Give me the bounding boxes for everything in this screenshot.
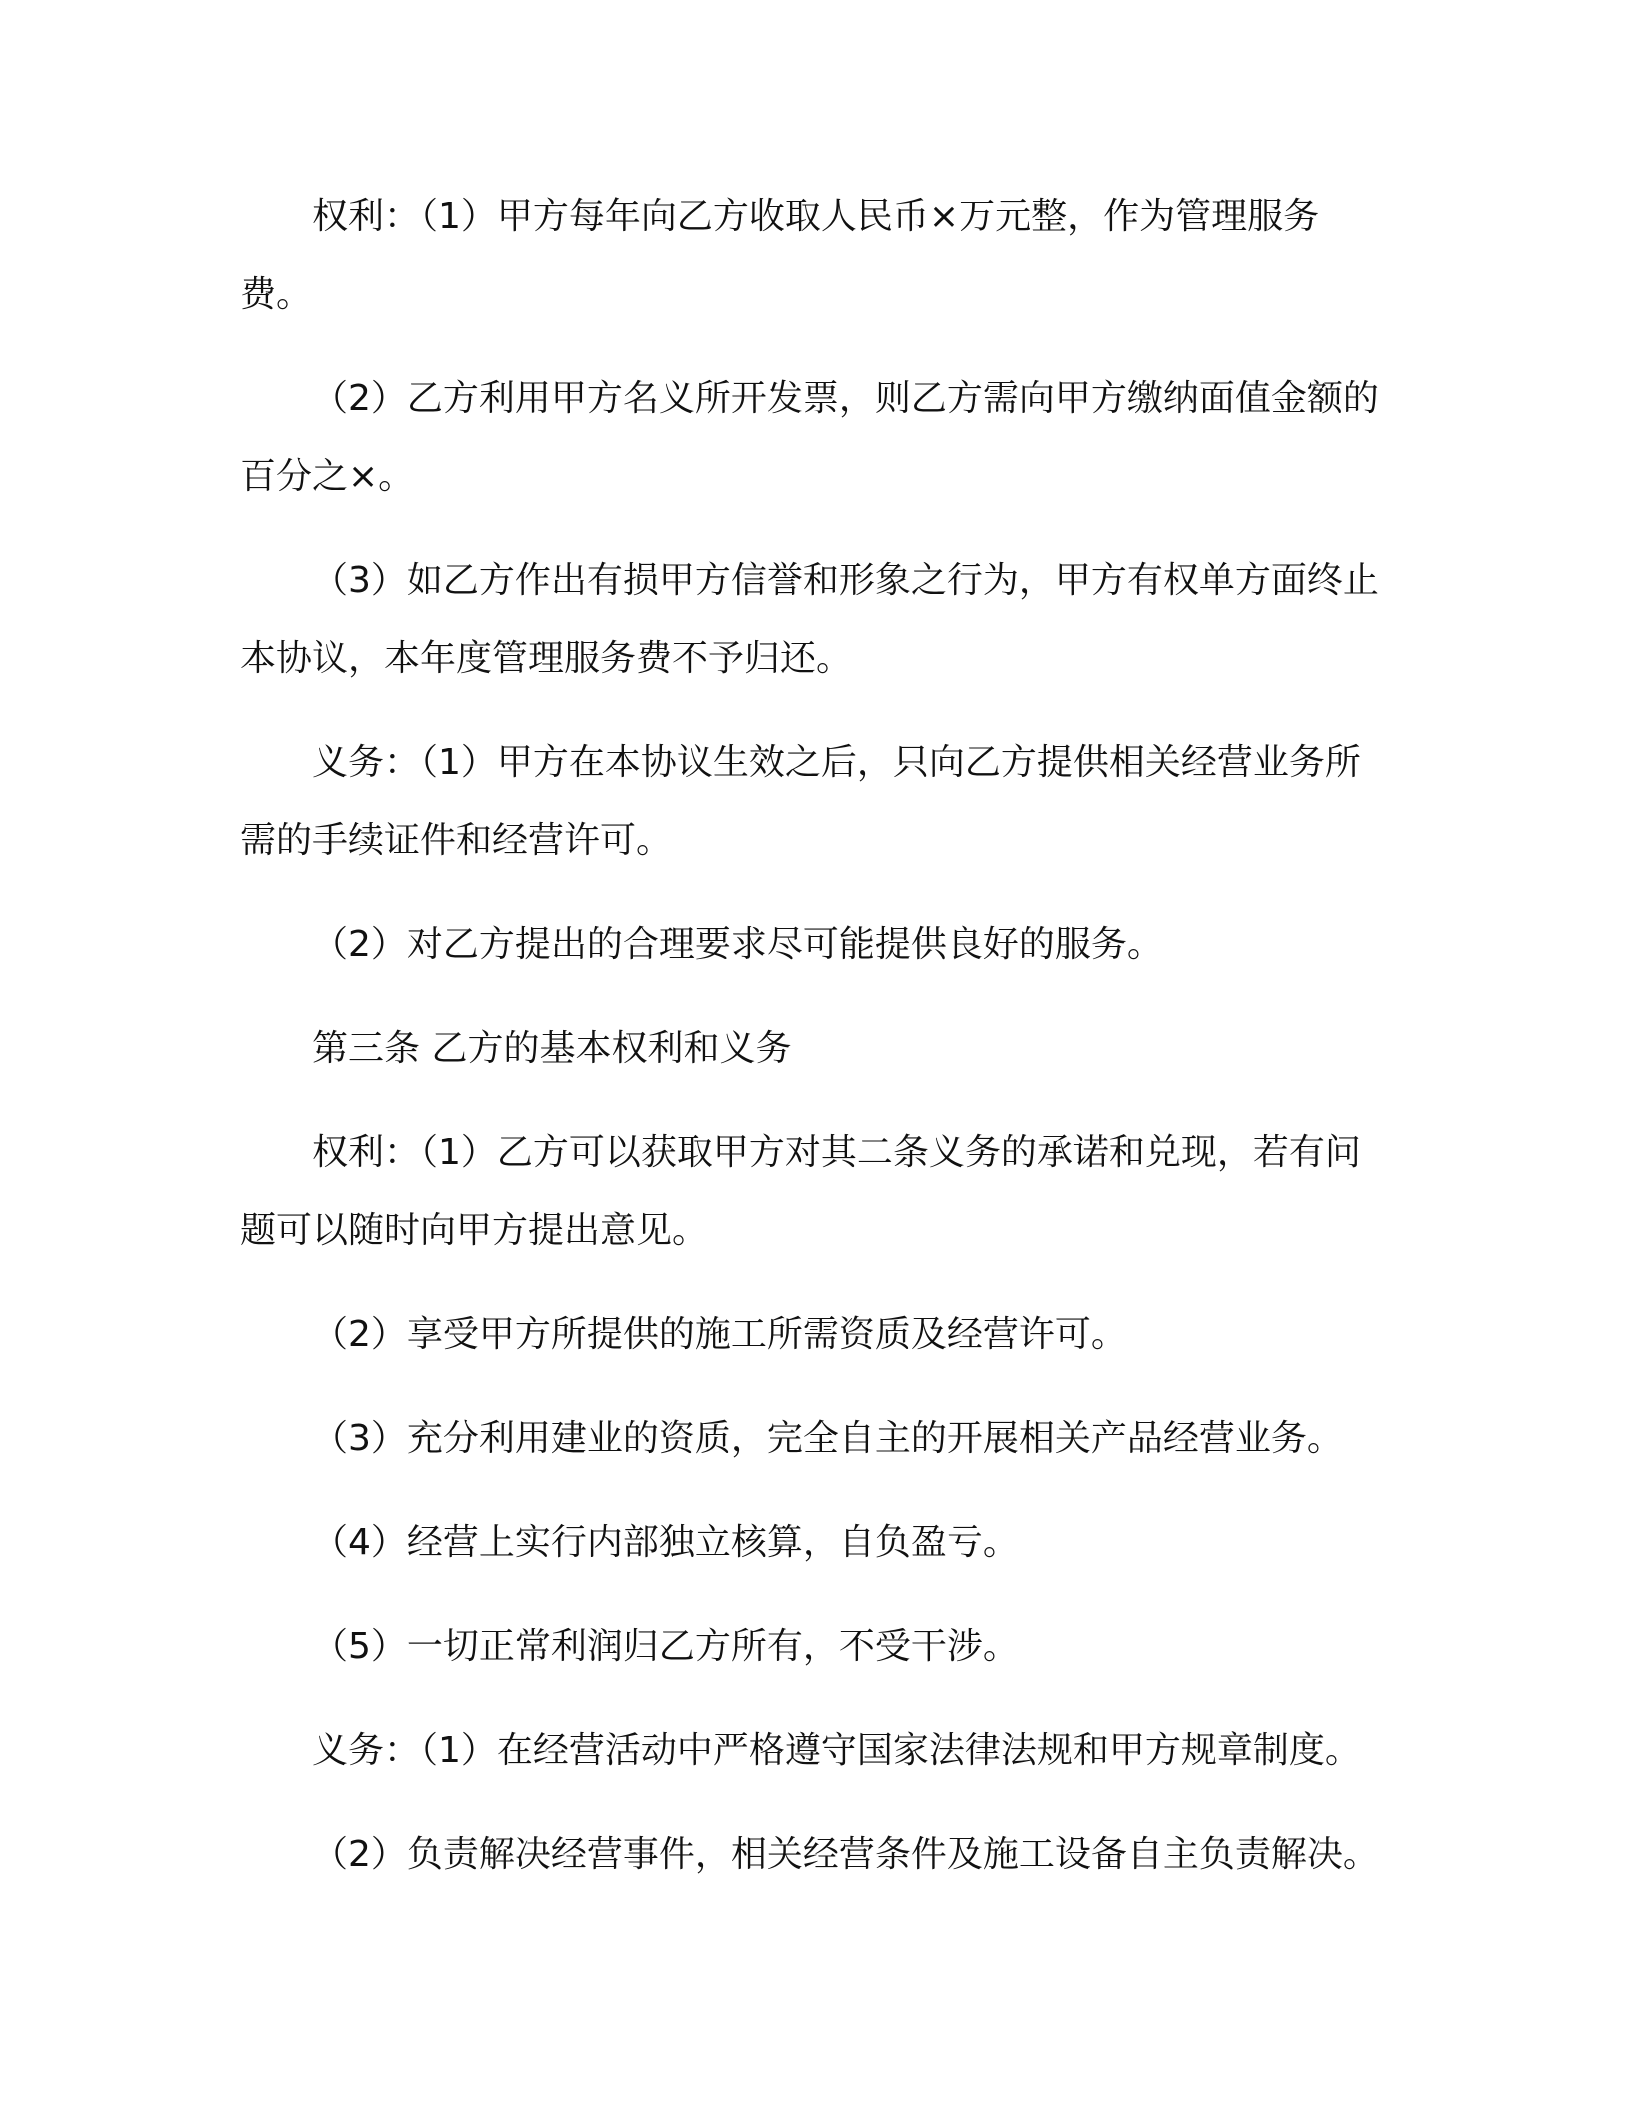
paragraph-party-b-rights-4: （4）经营上实行内部独立核算，自负盈亏。	[312, 1522, 1019, 1563]
paragraph-party-a-duties-2: （2）对乙方提出的合理要求尽可能提供良好的服务。	[312, 924, 1163, 965]
paragraph-party-a-rights-1: 权利：（1）甲方每年向乙方收取人民币×万元整，作为管理服务费。	[240, 196, 1320, 315]
paragraph-party-b-rights-2: （2）享受甲方所提供的施工所需资质及经营许可。	[312, 1314, 1127, 1355]
document-body	[240, 178, 1390, 1894]
paragraph-party-b-rights-3: （3）充分利用建业的资质，完全自主的开展相关产品经营业务。	[312, 1418, 1343, 1459]
paragraph-party-b-duties-1: 义务：（1）在经营活动中严格遵守国家法律法规和甲方规章制度。	[312, 1730, 1361, 1771]
paragraph-party-a-duties-1: 义务：（1）甲方在本协议生效之后，只向乙方提供相关经营业务所需的手续证件和经营许可。	[240, 742, 1361, 861]
section-heading-article-3: 第三条 乙方的基本权利和义务	[312, 1028, 792, 1069]
paragraph-party-b-duties-2: （2）负责解决经营事件，相关经营条件及施工设备自主负责解决。	[312, 1834, 1379, 1875]
paragraph-party-b-rights-5: （5）一切正常利润归乙方所有，不受干涉。	[312, 1626, 1019, 1667]
paragraph-party-a-rights-2: （2）乙方利用甲方名义所开发票，则乙方需向甲方缴纳面值金额的百分之×。	[240, 378, 1379, 497]
paragraph-party-a-rights-3: （3）如乙方作出有损甲方信誉和形象之行为，甲方有权单方面终止本协议，本年度管理服务费不予归还。	[240, 560, 1379, 679]
paragraph-party-b-rights-1: 权利：（1）乙方可以获取甲方对其二条义务的承诺和兑现，若有问题可以随时向甲方提出意见。	[240, 1132, 1361, 1251]
